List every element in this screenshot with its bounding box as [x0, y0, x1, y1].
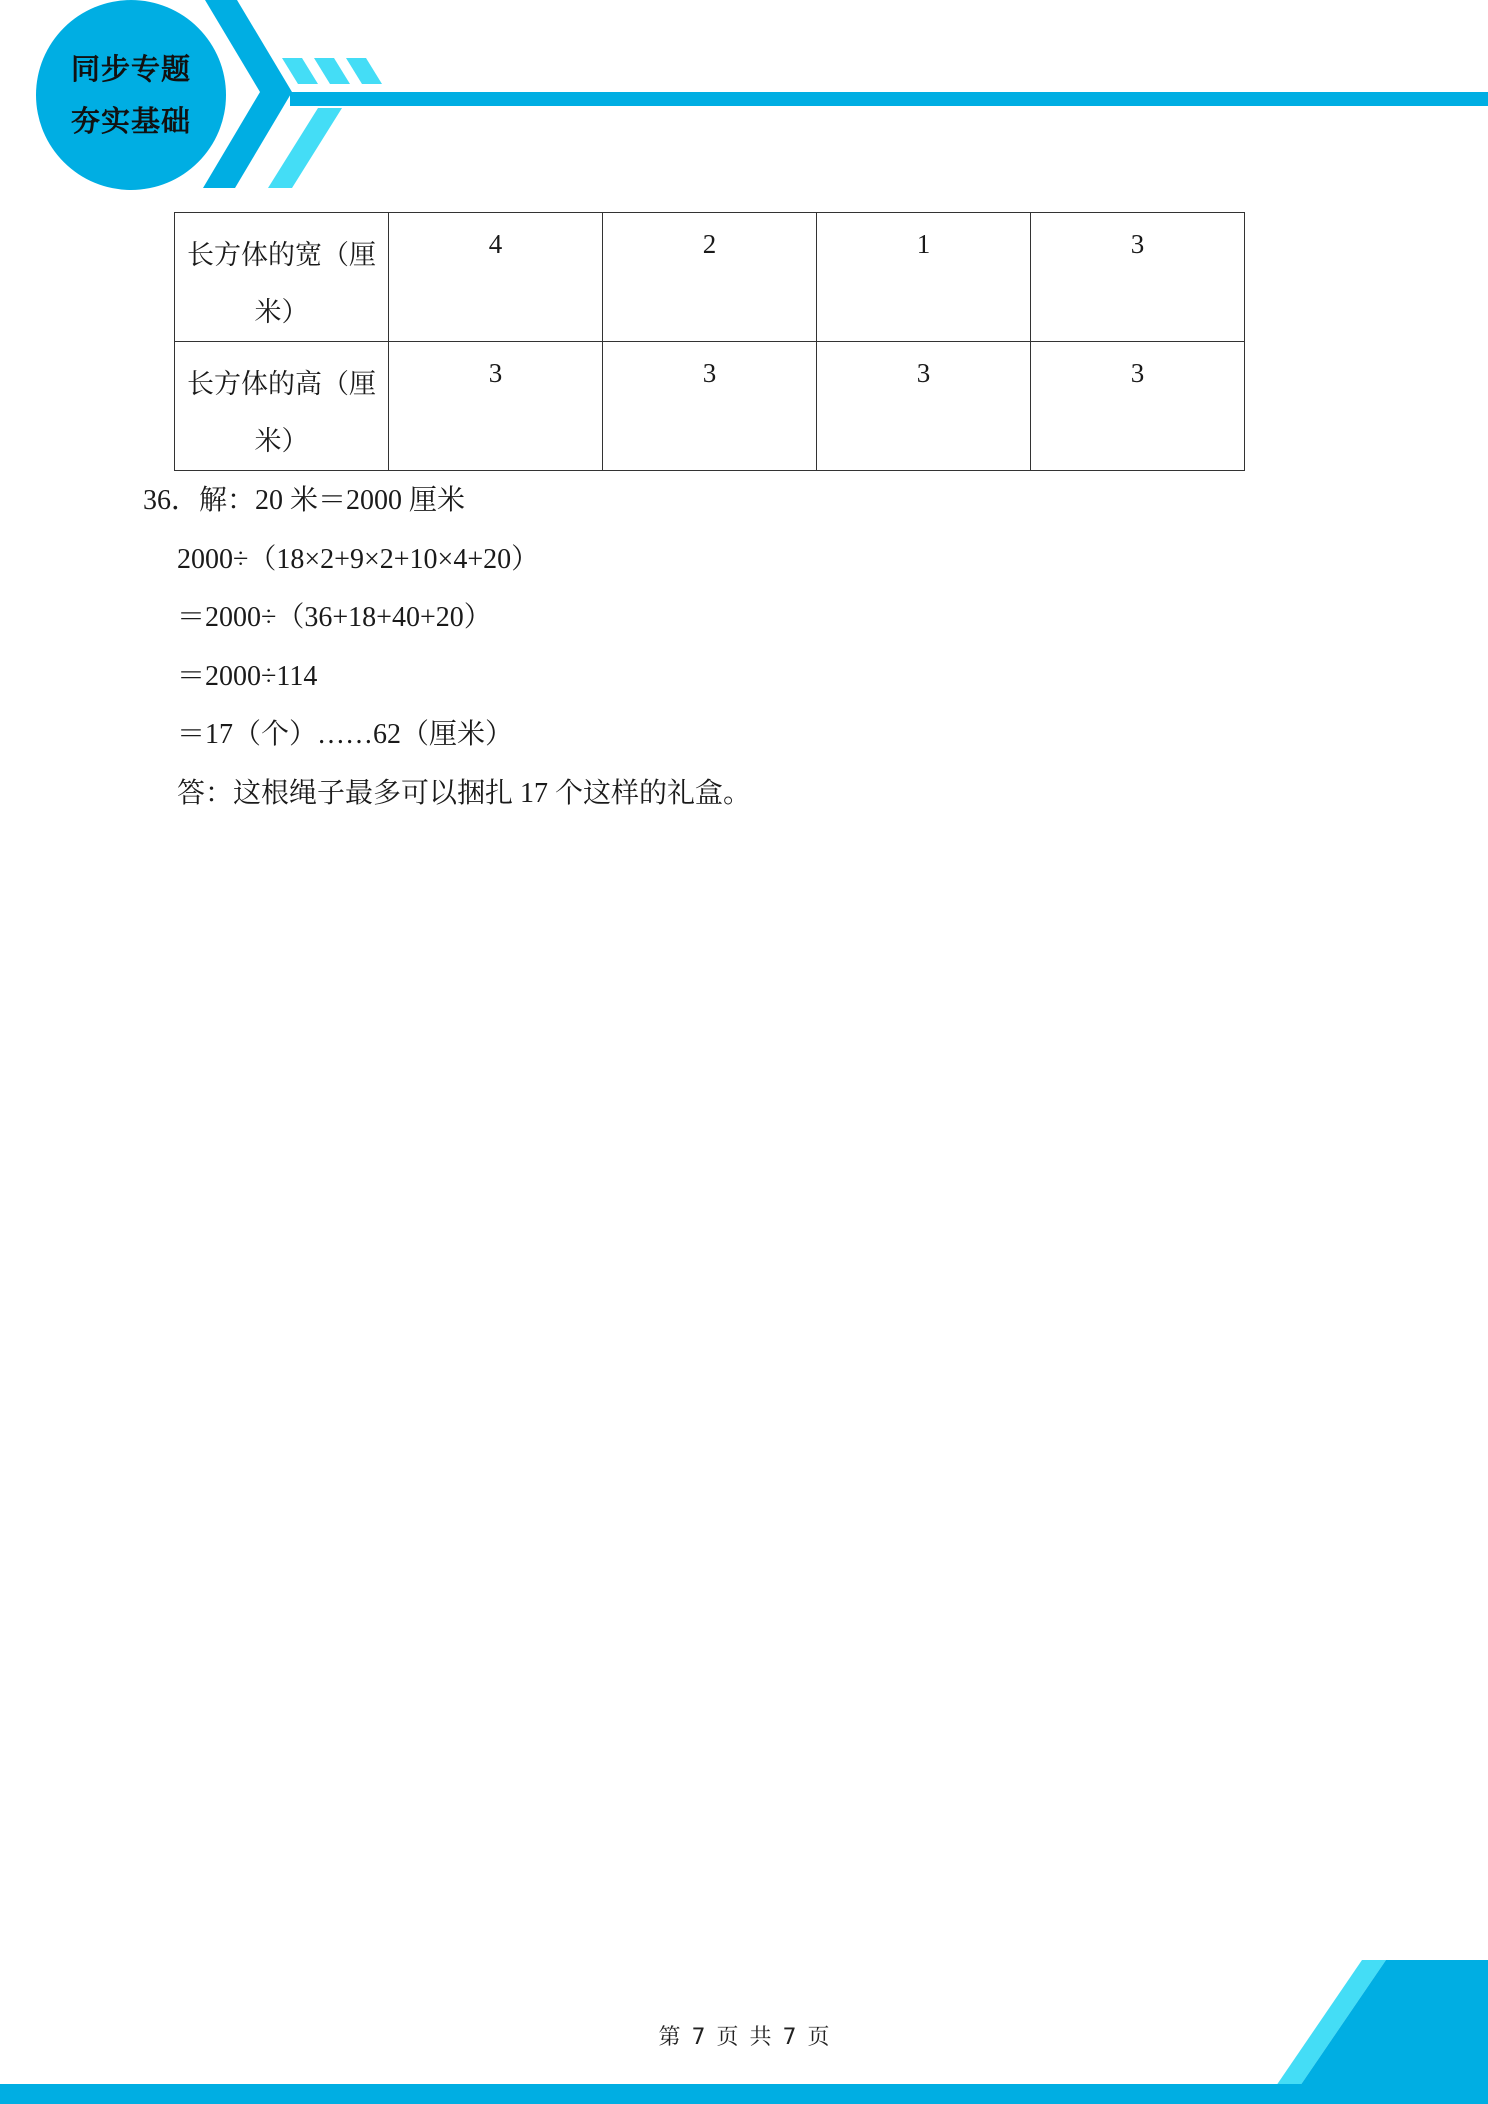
solution-step: 2000÷（18×2+9×2+10×4+20） — [177, 543, 540, 575]
footer-bar — [0, 2084, 1488, 2104]
table-cell: 3 — [1031, 213, 1245, 342]
table-cell: 4 — [389, 213, 603, 342]
badge-line-1: 同步专题 — [70, 52, 191, 86]
header-bar — [290, 92, 1488, 106]
header-stripe-1 — [282, 58, 318, 84]
table-cell: 3 — [603, 342, 817, 471]
table-row — [175, 342, 1245, 471]
header-stripe-2 — [314, 58, 350, 84]
table-cell: 2 — [603, 213, 817, 342]
table-cell: 3 — [389, 342, 603, 471]
solution-number-line: 36．解：20 米＝2000 厘米 — [143, 485, 466, 516]
header-badge — [36, 2, 226, 188]
solution-step: ＝2000÷（36+18+40+20） — [177, 602, 492, 634]
solution-step: ＝17（个）……62（厘米） — [177, 719, 514, 751]
solution-step: ＝2000÷114 — [177, 660, 318, 692]
header-stripe-3 — [346, 58, 382, 84]
row-header-width: 长方体的宽（厘米） — [175, 213, 389, 342]
header-chevron-lower-light — [268, 108, 342, 188]
row-header-height: 长方体的高（厘米） — [175, 342, 389, 471]
badge-line-2: 夯实基础 — [70, 104, 191, 138]
page-number: 第 7 页 共 7 页 — [658, 2025, 830, 2050]
table-cell: 3 — [817, 342, 1031, 471]
solution-answer: 答：这根绳子最多可以捆扎 17 个这样的礼盒。 — [177, 777, 752, 809]
table-cell: 1 — [817, 213, 1031, 342]
dimensions-table — [174, 212, 1245, 471]
table-cell: 3 — [1031, 342, 1245, 471]
table-row — [175, 213, 1245, 342]
solution-block — [143, 472, 751, 824]
